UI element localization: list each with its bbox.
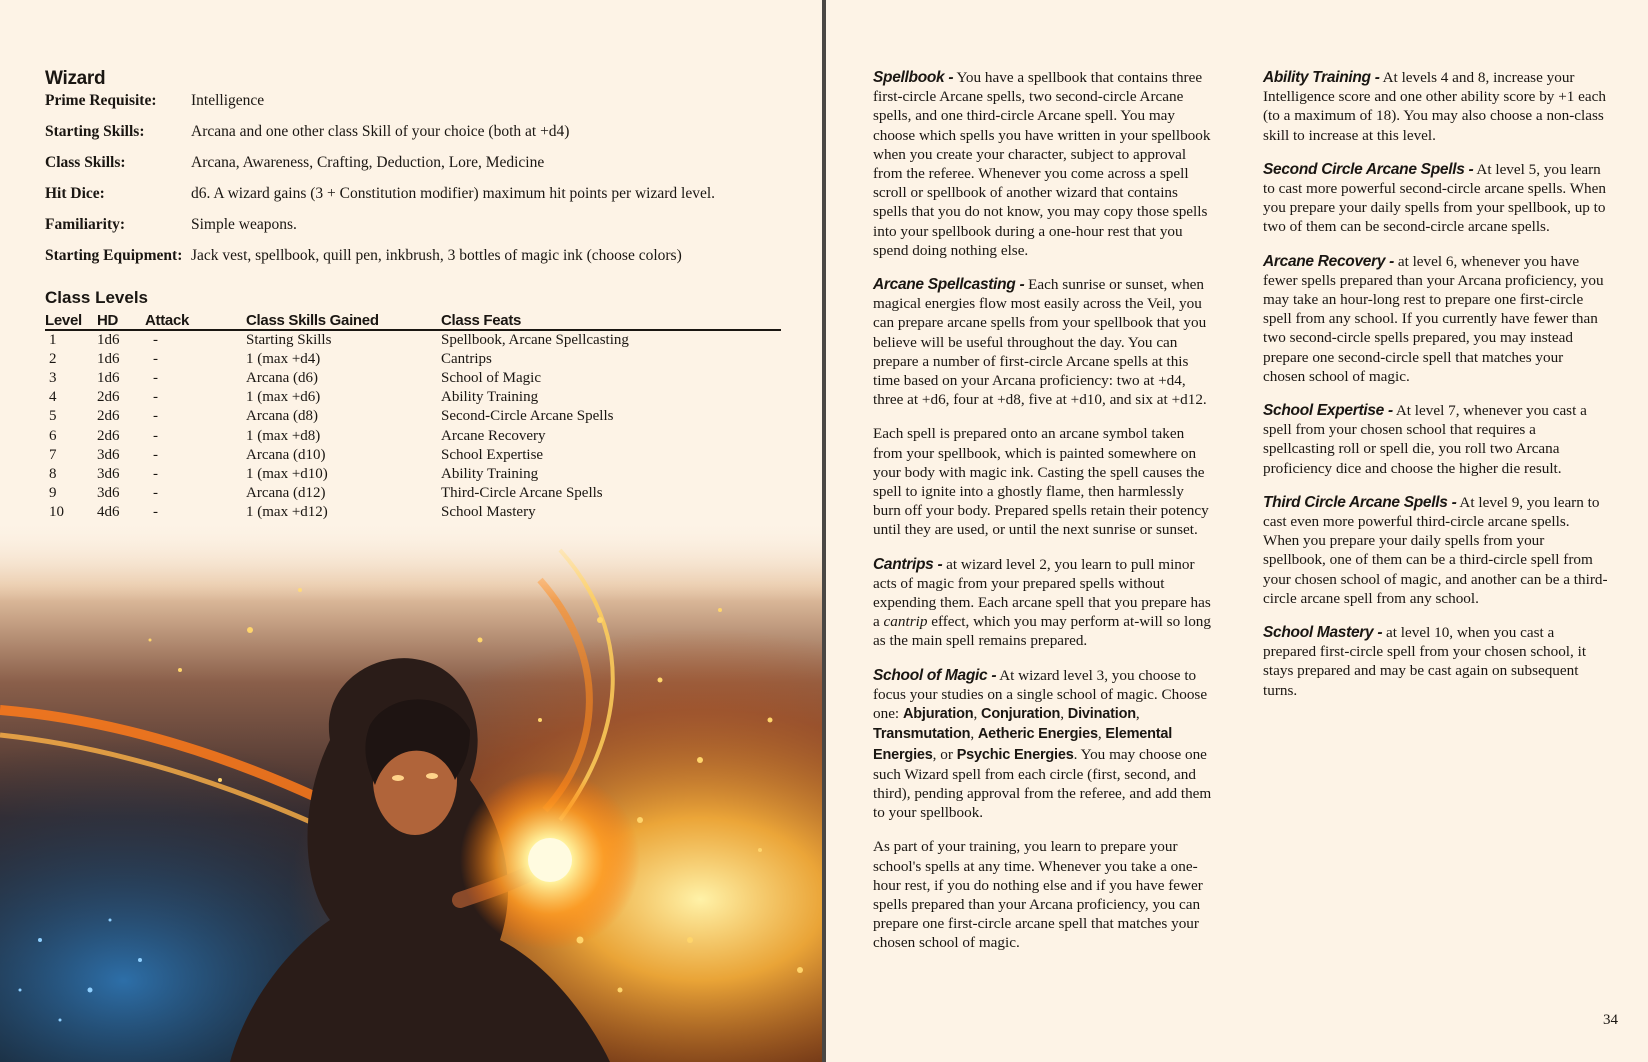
feature-title: School of Magic - [873,666,997,684]
cell-hd: 2d6 [97,408,120,425]
feature-title: Spellbook - [873,69,954,86]
cell-hd: 2d6 [97,427,120,444]
attr-label: Class Skills: [45,154,126,171]
feature-school-of-magic-cont: As part of your training, you learn to prepare your school's spells at any time. Whenever you take a one-hour rest, if you do nothing else and if you have fewer spells prepared than your Arcana proficiency, you can prepare one first-circle arcane spell that matches your chosen school of magic. [873,838,1203,952]
feature-title: Ability Training - [1263,69,1380,86]
cell-skills: Arcana (d8) [246,408,319,425]
cell-skills: Starting Skills [246,332,332,349]
cell-hd: 1d6 [97,351,120,368]
feature-title: Arcane Spellcasting - [873,276,1025,294]
feature-school-expertise [1263,401,1608,478]
cell-attack: - [153,465,158,482]
cell-skills: Arcana (d10) [246,446,326,463]
cell-attack: - [153,446,158,463]
header-attack: Attack [145,311,246,330]
attr-value: Jack vest, spellbook, quill pen, inkbrush, 3 bottles of magic ink (choose colors) [191,247,682,264]
cell-hd: 1d6 [97,370,120,387]
table-header-row [45,311,781,330]
feature-text: effect, which you may perform at-will so long as the main spell remains prepared. [873,613,1211,650]
right-page [827,0,1648,1062]
feature-arcane-spellcasting-cont: Each spell is prepared onto an arcane symbol taken from your spellbook, which is painted somewhere on your body with magic ink. Casting the spell causes the spell to ignite into a ghostly flame, then harmlessly burn off your body. Prepared spells retain their potency until they are used, or until the next sunrise or sunset. [873,425,1209,539]
cell-level: 5 [49,408,57,425]
table-row [45,484,781,503]
cell-level: 10 [49,503,64,520]
text-column-2 [1263,68,1608,715]
header-skills: Class Skills Gained [246,311,441,330]
feature-third-circle [1263,493,1608,608]
school-name: Psychic Energies [956,746,1074,763]
feature-title: School Expertise - [1263,402,1393,420]
attr-value: Arcana and one other class Skill of your choice (both at +d4) [191,123,570,140]
wizard-illustration [0,520,824,1062]
school-name: Conjuration [981,706,1061,723]
cell-level: 6 [49,427,57,444]
cell-skills: 1 (max +d6) [246,389,321,406]
page-number: 34 [1603,1012,1618,1028]
cell-skills: 1 (max +d8) [246,427,321,444]
feature-text: At level 7, whenever you cast a spell from your chosen school that requires a spellcasting roll or spell die, you roll two Arcana proficiency dice and choose the higher die result. [1263,402,1587,477]
cell-attack: - [153,389,158,406]
feature-title: Cantrips - [873,555,943,573]
feature-arcane-recovery [1263,252,1608,386]
attr-value: d6. A wizard gains (3 + Constitution modifier) maximum hit points per wizard level. [191,185,716,202]
table-row [45,446,781,465]
feature-title: Third Circle Arcane Spells - [1263,493,1457,511]
feature-title: Arcane Recovery - [1263,252,1395,270]
table-row [45,330,781,350]
attr-value: Arcana, Awareness, Crafting, Deduction, Lore, Medicine [191,154,545,171]
cell-hd: 3d6 [97,446,120,463]
feature-title: School Mastery - [1263,624,1383,642]
cell-level: 1 [49,332,57,349]
cell-hd: 4d6 [97,503,120,520]
cell-feats: School Mastery [441,503,536,520]
feature-arcane-spellcasting [873,275,1215,409]
cell-level: 4 [49,389,57,406]
cell-hd: 1d6 [97,332,120,349]
feature-text: At levels 4 and 8, increase your Intelligence score and one other ability score by +1 each (to a maximum of 18). You may also choose a non-class skill to increase at this level. [1263,69,1606,144]
feature-text: at level 6, whenever you have fewer spells prepared than your Arcana proficiency, you may take an hour-long rest to prepare one first-circle spell from any school. If you currently have fewer than two second-circle spells prepared, you may instead prepare one second-circle spell that matches your chosen school of magic. [1263,252,1604,385]
attr-label: Starting Equipment: [45,247,183,264]
cell-attack: - [153,351,158,368]
table-row [45,465,781,484]
school-name: Aetheric Energies [977,726,1098,743]
cell-skills: 1 (max +d12) [246,503,328,520]
cell-hd: 2d6 [97,389,120,406]
cell-skills: Arcana (d6) [246,370,319,387]
cell-skills: Arcana (d12) [246,484,326,501]
feature-spellbook [873,68,1215,260]
cell-feats: Ability Training [441,465,539,482]
cell-attack: - [153,503,158,520]
header-level: Level [45,311,97,330]
feature-text: At wizard level 3, you choose to focus your studies on a single school of magic. Choose one: [873,666,1208,723]
page-gutter [822,0,826,1062]
cell-hd: 3d6 [97,484,120,501]
cell-feats: Arcane Recovery [441,427,546,444]
feature-school-mastery [1263,623,1608,700]
table-row [45,369,781,388]
levels-title: Class Levels [45,288,149,307]
table-row [45,407,781,426]
cell-level: 7 [49,446,57,463]
cell-hd: 3d6 [97,465,120,482]
feature-school-of-magic: School of Magic - At wizard level 3, you choose to focus your studies on a single school of magic. Choose one: Abjuration, Conjuration, Divination, Transmutation, Aetheric Energies, Elemental Energies, or Psychic Energies. You may choose one such Wizard spell from each circle (first, second, and third), pending approval from the referee, and add them to your spellbook. [873,666,1212,822]
feature-title: Second Circle Arcane Spells - [1263,160,1474,178]
attr-value: Simple weapons. [191,216,297,233]
header-feats: Class Feats [441,311,781,330]
attr-label: Starting Skills: [45,123,145,140]
feature-text: at wizard level 2, you learn to pull minor acts of magic from your prepared spells without expending them. Each arcane spell that you prepare has a [873,555,1211,631]
table-row [45,426,781,445]
attr-label: Hit Dice: [45,185,105,202]
cell-feats: School Expertise [441,446,544,463]
cell-level: 8 [49,465,57,482]
feature-text: at level 10, when you cast a prepared first-circle spell from your chosen school, it stays prepared and may be cast again on subsequent turns. [1263,624,1587,699]
cell-skills: 1 (max +d10) [246,465,328,482]
table-row [45,350,781,369]
cell-feats: Spellbook, Arcane Spellcasting [441,332,629,349]
feature-text: Each sunrise or sunset, when magical energies flow most easily across the Veil, you can prepare arcane spells from your spellbook that you believe will be useful throughout the day. You can prepare a number of first-circle Arcane spells at this time based on your Arcana proficiency: two at +d4, three at +d6, four at +d8, five at +d10, and six at +d12. [873,276,1207,409]
cell-feats: Cantrips [441,351,492,368]
feature-text: You have a spellbook that contains three first-circle Arcane spells, two second-circle Arcane spells, and one third-circle Arcane spell. You may choose which spells you have written in your spellbook when you create your character, subject to approval from the referee. Whenever you come across a spell scroll or spellbook of another wizard that contains spells that you do not know, you may copy those spells into your spellbook during a one-hour rest that you spend doing nothing else. [873,69,1211,259]
table-row [45,388,781,407]
header-hd: HD [97,311,145,330]
cell-level: 9 [49,484,57,501]
levels-table [45,311,781,522]
cell-level: 2 [49,351,57,368]
attr-label: Prime Requisite: [45,92,157,109]
attr-label: Familiarity: [45,216,126,233]
cell-feats: Third-Circle Arcane Spells [441,484,603,501]
text-column-1 [873,68,1215,968]
feature-second-circle [1263,160,1608,237]
feature-text: You may choose one such Wizard spell from each circle (first, second, and third), pending approval from the referee, and add them to your spellbook. [873,745,1212,822]
school-name: Abjuration [902,706,974,723]
feature-text: At level 5, you learn to cast more powerful second-circle arcane spells. When you prepare your daily spells from your spellbook, up to two of them can be second-circle arcane spells. [1263,160,1606,236]
class-title: Wizard [45,68,106,89]
cell-feats: School of Magic [441,370,541,387]
school-name: Elemental Energies [873,726,1173,763]
cell-attack: - [153,370,158,387]
feature-ability-training [1263,68,1608,145]
cell-attack: - [153,408,158,425]
cell-feats: Second-Circle Arcane Spells [441,408,614,425]
cell-attack: - [153,332,158,349]
cell-attack: - [153,484,158,501]
feature-italic: cantrip [883,613,928,631]
cell-attack: - [153,427,158,444]
school-name: Divination [1067,706,1136,723]
feature-cantrips [873,555,1215,651]
school-name: Transmutation [873,726,971,743]
cell-skills: 1 (max +d4) [246,351,321,368]
cell-feats: Ability Training [441,389,539,406]
cell-level: 3 [49,370,57,387]
attr-value: Intelligence [191,92,265,109]
feature-text: At level 9, you learn to cast even more powerful third-circle arcane spells. When you prepare your daily spells from your spellbook, one of them can be a third-circle spell from your chosen school of magic, and another can be a third-circle arcane spell from any school. [1263,493,1608,607]
